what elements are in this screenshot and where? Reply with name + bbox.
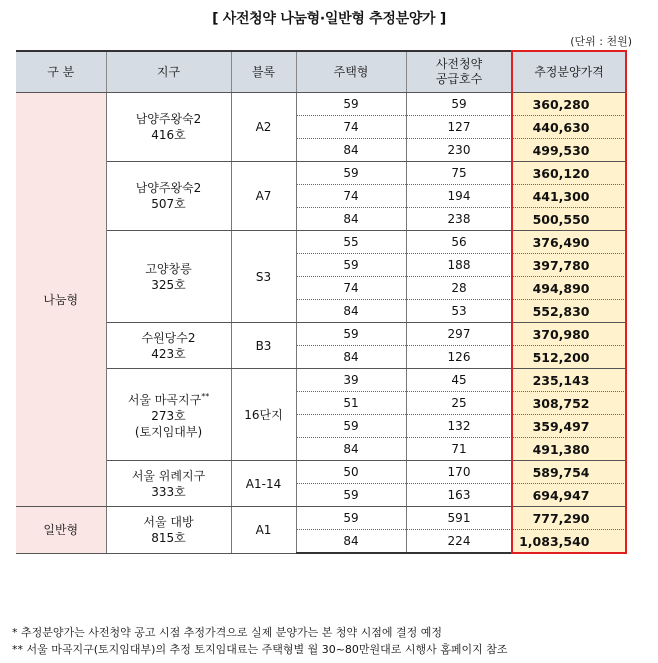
district-units: 416호 xyxy=(151,128,186,142)
district-units: 507호 xyxy=(151,197,186,211)
district-name: 수원당수2 xyxy=(141,330,196,345)
price-cell: 235,143 xyxy=(512,369,626,392)
district-units: 333호 xyxy=(151,484,186,499)
supply-units-cell: 75 xyxy=(406,162,512,185)
price-cell: 500,550 xyxy=(512,208,626,231)
housing-type-cell: 39 xyxy=(296,369,406,392)
table-row xyxy=(16,507,626,530)
housing-type-cell: 59 xyxy=(296,415,406,438)
table-row xyxy=(16,369,626,392)
district-name: 서울 대방 xyxy=(143,514,194,529)
price-cell: 589,754 xyxy=(512,461,626,484)
housing-type-cell: 59 xyxy=(296,484,406,507)
district-cell xyxy=(106,461,231,507)
footnote-2: ** 서울 마곡지구(토지임대부)의 추정 토지임대료는 주택형별 월 30~80만원대로 시행사 홈페이지 참조 xyxy=(12,643,508,656)
price-cell: 552,830 xyxy=(512,300,626,323)
price-cell: 376,490 xyxy=(512,231,626,254)
price-cell: 359,497 xyxy=(512,415,626,438)
supply-units-cell: 238 xyxy=(406,208,512,231)
table-row xyxy=(16,461,626,484)
district-name: 고양창릉 xyxy=(145,261,192,276)
category-cell: 일반형 xyxy=(16,507,106,554)
supply-units-cell: 71 xyxy=(406,438,512,461)
district-cell xyxy=(106,323,231,369)
housing-type-cell: 74 xyxy=(296,277,406,300)
price-cell: 308,752 xyxy=(512,392,626,415)
table-row xyxy=(16,93,626,116)
supply-units-cell: 230 xyxy=(406,139,512,162)
supply-units-cell: 170 xyxy=(406,461,512,484)
price-cell: 494,890 xyxy=(512,277,626,300)
supply-units-cell: 126 xyxy=(406,346,512,369)
housing-type-cell: 84 xyxy=(296,208,406,231)
header-estimated-price: 추정분양가격 xyxy=(512,51,626,93)
table-row xyxy=(16,231,626,254)
district-units: 815호 xyxy=(151,530,186,545)
supply-units-cell: 28 xyxy=(406,277,512,300)
price-cell: 512,200 xyxy=(512,346,626,369)
block-cell: A1 xyxy=(231,507,296,554)
header-district: 지구 xyxy=(106,51,231,93)
district-note: (토지임대부) xyxy=(134,425,203,439)
housing-type-cell: 59 xyxy=(296,93,406,116)
price-cell: 777,290 xyxy=(512,507,626,530)
supply-units-cell: 56 xyxy=(406,231,512,254)
district-cell xyxy=(106,369,231,461)
district-cell xyxy=(106,507,231,554)
unit-label: (단위 : 천원) xyxy=(570,35,632,48)
supply-units-cell: 127 xyxy=(406,116,512,139)
price-cell: 1,083,540 xyxy=(512,530,626,554)
housing-type-cell: 59 xyxy=(296,323,406,346)
district-name: 남양주왕숙2 xyxy=(135,112,202,126)
header-category: 구 분 xyxy=(16,51,106,93)
supply-units-cell: 591 xyxy=(406,507,512,530)
housing-type-cell: 84 xyxy=(296,300,406,323)
housing-type-cell: 84 xyxy=(296,530,406,554)
district-cell xyxy=(106,231,231,323)
supply-units-cell: 163 xyxy=(406,484,512,507)
block-cell: A2 xyxy=(231,93,296,162)
price-cell: 360,120 xyxy=(512,162,626,185)
supply-units-cell: 25 xyxy=(406,392,512,415)
header-block: 블록 xyxy=(231,51,296,93)
housing-type-cell: 59 xyxy=(296,254,406,277)
district-name: 서울 위례지구 xyxy=(131,468,206,483)
housing-type-cell: 50 xyxy=(296,461,406,484)
district-name: 남양주왕숙2 xyxy=(135,181,202,195)
block-cell: A1-14 xyxy=(231,461,296,507)
supply-units-cell: 194 xyxy=(406,185,512,208)
housing-type-cell: 59 xyxy=(296,162,406,185)
district-units: 273호 xyxy=(151,409,186,423)
supply-units-cell: 132 xyxy=(406,415,512,438)
district-name: 서울 마곡지구 xyxy=(127,393,202,407)
footnote-1: * 추정분양가는 사전청약 공고 시점 추정가격으로 실제 분양가는 본 청약 시점에 결정 예정 xyxy=(12,626,442,639)
block-cell: A7 xyxy=(231,162,296,231)
price-cell: 441,300 xyxy=(512,185,626,208)
housing-type-cell: 84 xyxy=(296,139,406,162)
table-row xyxy=(16,162,626,185)
price-cell: 491,380 xyxy=(512,438,626,461)
housing-type-cell: 55 xyxy=(296,231,406,254)
table-header-row xyxy=(16,51,626,93)
price-table xyxy=(16,50,627,554)
table-row xyxy=(16,323,626,346)
price-cell: 440,630 xyxy=(512,116,626,139)
district-cell xyxy=(106,162,231,231)
block-cell: 16단지 xyxy=(231,369,296,461)
district-units: 423호 xyxy=(151,346,186,361)
district-units: 325호 xyxy=(151,277,186,292)
district-cell xyxy=(106,93,231,162)
footnote-marker: ** xyxy=(201,392,210,401)
supply-units-cell: 188 xyxy=(406,254,512,277)
table-body xyxy=(16,93,626,554)
supply-units-cell: 297 xyxy=(406,323,512,346)
header-housing-type: 주택형 xyxy=(296,51,406,93)
supply-units-cell: 53 xyxy=(406,300,512,323)
footnotes xyxy=(12,624,508,658)
block-cell: S3 xyxy=(231,231,296,323)
housing-type-cell: 74 xyxy=(296,116,406,139)
block-cell: B3 xyxy=(231,323,296,369)
housing-type-cell: 59 xyxy=(296,507,406,530)
header-supply-units: 사전청약 공급호수 xyxy=(406,51,512,93)
price-cell: 694,947 xyxy=(512,484,626,507)
housing-type-cell: 84 xyxy=(296,346,406,369)
housing-type-cell: 84 xyxy=(296,438,406,461)
housing-type-cell: 74 xyxy=(296,185,406,208)
page-title: [ 사전청약 나눔형·일반형 추정분양가 ] xyxy=(212,11,446,27)
category-cell: 나눔형 xyxy=(16,93,106,507)
supply-units-cell: 59 xyxy=(406,93,512,116)
price-cell: 360,280 xyxy=(512,93,626,116)
price-cell: 499,530 xyxy=(512,139,626,162)
housing-type-cell: 51 xyxy=(296,392,406,415)
supply-units-cell: 224 xyxy=(406,530,512,554)
price-cell: 370,980 xyxy=(512,323,626,346)
price-cell: 397,780 xyxy=(512,254,626,277)
supply-units-cell: 45 xyxy=(406,369,512,392)
